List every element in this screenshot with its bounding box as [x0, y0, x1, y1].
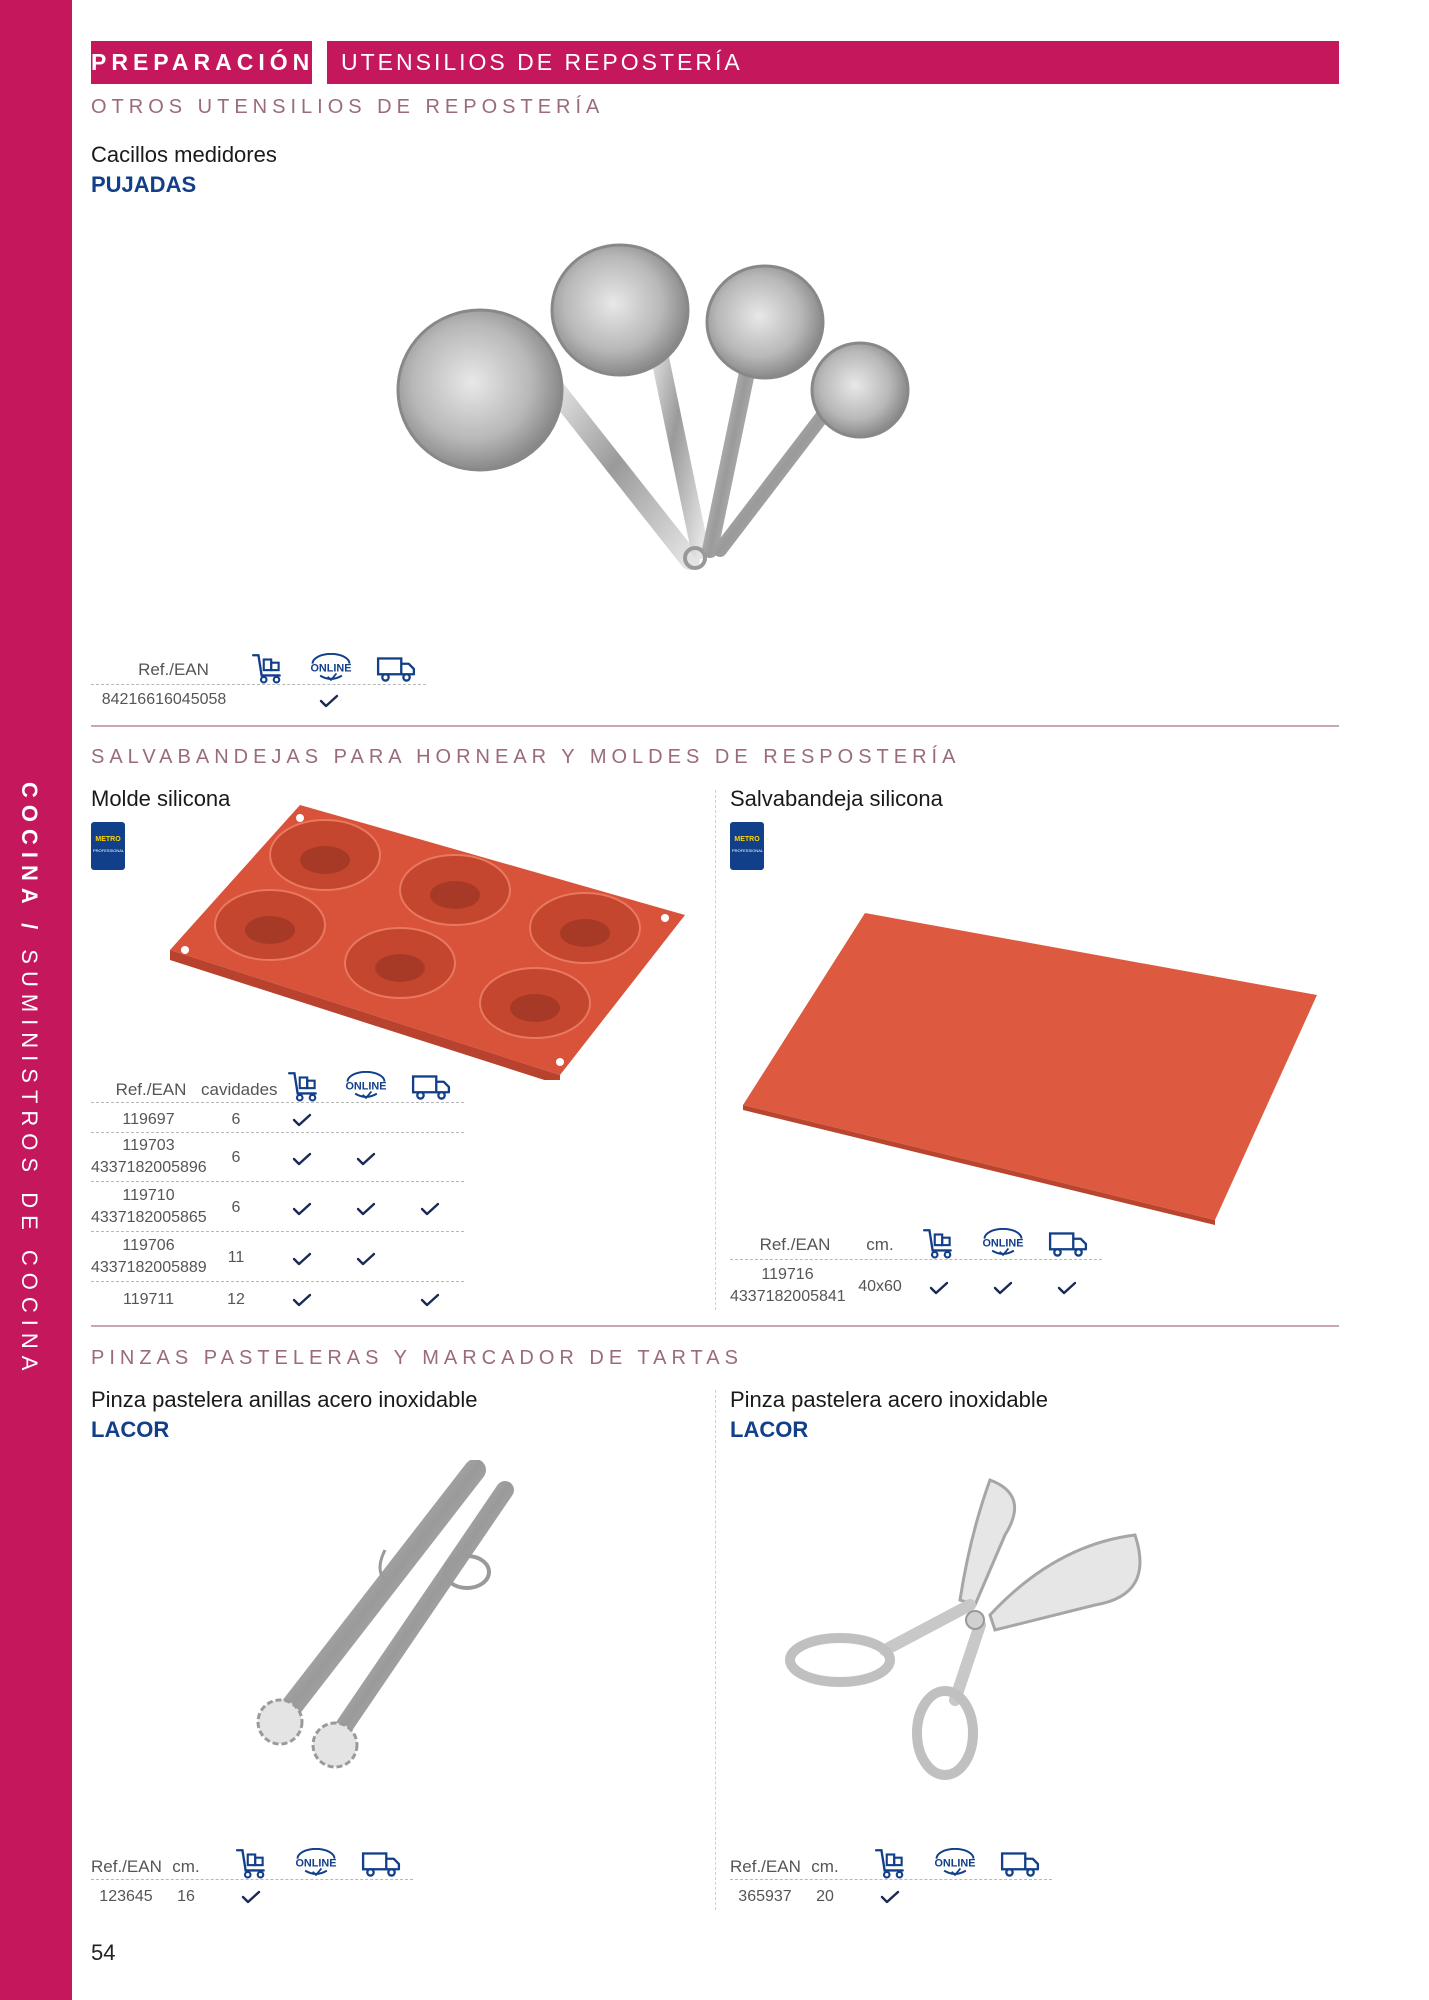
- product-name-cacillos: Cacillos medidores: [91, 142, 277, 167]
- section-title-salvabandejas: SALVABANDEJAS PARA HORNEAR Y MOLDES DE RESPOSTERÍA: [91, 746, 961, 768]
- metro-professional-badge: [91, 822, 125, 870]
- silicone-mold-image: [165, 800, 685, 1080]
- table-row-divider: [91, 1102, 464, 1103]
- cell-ref: 119711: [122, 1291, 174, 1308]
- badge-subtitle: PROFESSIONAL: [732, 848, 764, 853]
- table-row-divider: [91, 1181, 464, 1182]
- cell-cavidades: 6: [231, 1111, 241, 1128]
- table-row-divider: [91, 1231, 464, 1232]
- table-row-divider: [730, 1879, 1052, 1880]
- check-icon: [356, 1252, 376, 1266]
- check-icon: [319, 694, 339, 708]
- header-ref-ean: Ref./EAN: [138, 660, 209, 679]
- cell-ean: 4337182005841: [730, 1288, 846, 1305]
- header-ref-ean: Ref./EAN: [115, 1080, 187, 1099]
- column-divider: [715, 1390, 716, 1910]
- header-ref-ean: Ref./EAN: [730, 1857, 801, 1876]
- check-icon: [292, 1252, 312, 1266]
- product-brand-lacor: LACOR: [91, 1417, 170, 1442]
- badge-title: METRO: [95, 836, 121, 843]
- table-row-divider: [91, 684, 426, 685]
- product-name-molde: Molde silicona: [91, 786, 231, 811]
- sidebar-label: [16, 782, 42, 1377]
- cell-cm: 20: [816, 1888, 834, 1905]
- header-cavidades: cavidades: [201, 1080, 278, 1099]
- check-icon: [929, 1281, 949, 1295]
- cell-ref: 84216616045058: [101, 691, 227, 708]
- check-icon: [1057, 1281, 1077, 1295]
- cart-pickup-icon: [922, 1227, 956, 1259]
- table-row-divider: [730, 1259, 1102, 1260]
- cell-ref: 119697: [122, 1111, 175, 1128]
- cell-ref: 119710: [122, 1187, 175, 1204]
- ring-pastry-tongs-image: [235, 1460, 525, 1780]
- badge-subtitle: PROFESSIONAL: [93, 848, 125, 853]
- check-icon: [292, 1113, 312, 1127]
- check-icon: [880, 1890, 900, 1904]
- product-name-pinza: Pinza pastelera acero inoxidable: [730, 1387, 1048, 1412]
- delivery-truck-icon: [1048, 1229, 1088, 1259]
- check-icon: [420, 1293, 440, 1307]
- table-row-divider: [91, 1879, 413, 1880]
- check-icon: [420, 1202, 440, 1216]
- delivery-truck-icon: [411, 1072, 451, 1102]
- section-title-pinzas: PINZAS PASTELERAS Y MARCADOR DE TARTAS: [91, 1347, 743, 1369]
- table-row-divider: [91, 1132, 464, 1133]
- sidebar: [0, 0, 72, 2000]
- section-title-otros: OTROS UTENSILIOS DE REPOSTERÍA: [91, 96, 605, 118]
- cell-cm: 16: [177, 1888, 195, 1905]
- cart-pickup-icon: [874, 1847, 908, 1879]
- cell-cavidades: 12: [227, 1291, 245, 1308]
- table-row-divider: [91, 1281, 464, 1282]
- check-icon: [292, 1293, 312, 1307]
- cell-cm: 40x60: [858, 1278, 902, 1295]
- online-icon: [306, 653, 356, 683]
- cell-cavidades: 6: [231, 1149, 241, 1166]
- column-divider: [715, 790, 716, 1310]
- header-subcategory: UTENSILIOS DE REPOSTERÍA: [327, 41, 1339, 84]
- cell-ref: 365937: [738, 1888, 792, 1905]
- metro-professional-badge: [730, 822, 764, 870]
- page-number: 54: [91, 1940, 116, 1965]
- check-icon: [292, 1202, 312, 1216]
- pastry-tongs-image: [775, 1475, 1165, 1785]
- check-icon: [292, 1152, 312, 1166]
- online-icon: [978, 1228, 1028, 1258]
- section-divider: [91, 1325, 1339, 1327]
- cart-pickup-icon: [287, 1070, 321, 1102]
- header-ref-ean: Ref./EAN: [759, 1235, 831, 1254]
- cell-ean: 4337182005865: [91, 1209, 207, 1226]
- cell-cavidades: 11: [227, 1249, 245, 1266]
- cell-ref: 123645: [99, 1888, 153, 1905]
- product-brand-pujadas: PUJADAS: [91, 172, 197, 197]
- check-icon: [241, 1890, 261, 1904]
- cart-pickup-icon: [235, 1847, 269, 1879]
- product-brand-lacor: LACOR: [730, 1417, 809, 1442]
- check-icon: [356, 1202, 376, 1216]
- header-cm: cm.: [866, 1235, 894, 1254]
- measuring-cups-image: [390, 230, 930, 580]
- cart-pickup-icon: [251, 652, 285, 684]
- sidebar-label-rest: SUMINISTROS DE COCINA: [17, 949, 42, 1378]
- check-icon: [993, 1281, 1013, 1295]
- header-cm: cm.: [811, 1857, 839, 1876]
- silicone-baking-mat-image: [735, 905, 1325, 1225]
- cell-ref: 119703: [122, 1137, 175, 1154]
- cell-ref: 119706: [122, 1237, 175, 1254]
- cell-ean: 4337182005896: [91, 1159, 207, 1176]
- cell-cavidades: 6: [231, 1199, 241, 1216]
- delivery-truck-icon: [361, 1849, 401, 1879]
- online-icon: [341, 1071, 391, 1101]
- header-category: PREPARACIÓN: [91, 41, 312, 84]
- sidebar-label-bold: COCINA /: [17, 782, 42, 950]
- online-icon: [930, 1848, 980, 1878]
- online-icon: [291, 1848, 341, 1878]
- check-icon: [356, 1152, 376, 1166]
- cell-ean: 4337182005889: [91, 1259, 207, 1276]
- badge-title: METRO: [734, 836, 760, 843]
- delivery-truck-icon: [376, 654, 416, 684]
- header-cm: cm.: [172, 1857, 200, 1876]
- header-ref-ean: Ref./EAN: [91, 1857, 162, 1876]
- product-name-salvabandeja: Salvabandeja silicona: [730, 786, 943, 811]
- product-name-pinza-anillas: Pinza pastelera anillas acero inoxidable: [91, 1387, 478, 1412]
- section-divider: [91, 725, 1339, 727]
- delivery-truck-icon: [1000, 1849, 1040, 1879]
- cell-ref: 119716: [761, 1266, 814, 1283]
